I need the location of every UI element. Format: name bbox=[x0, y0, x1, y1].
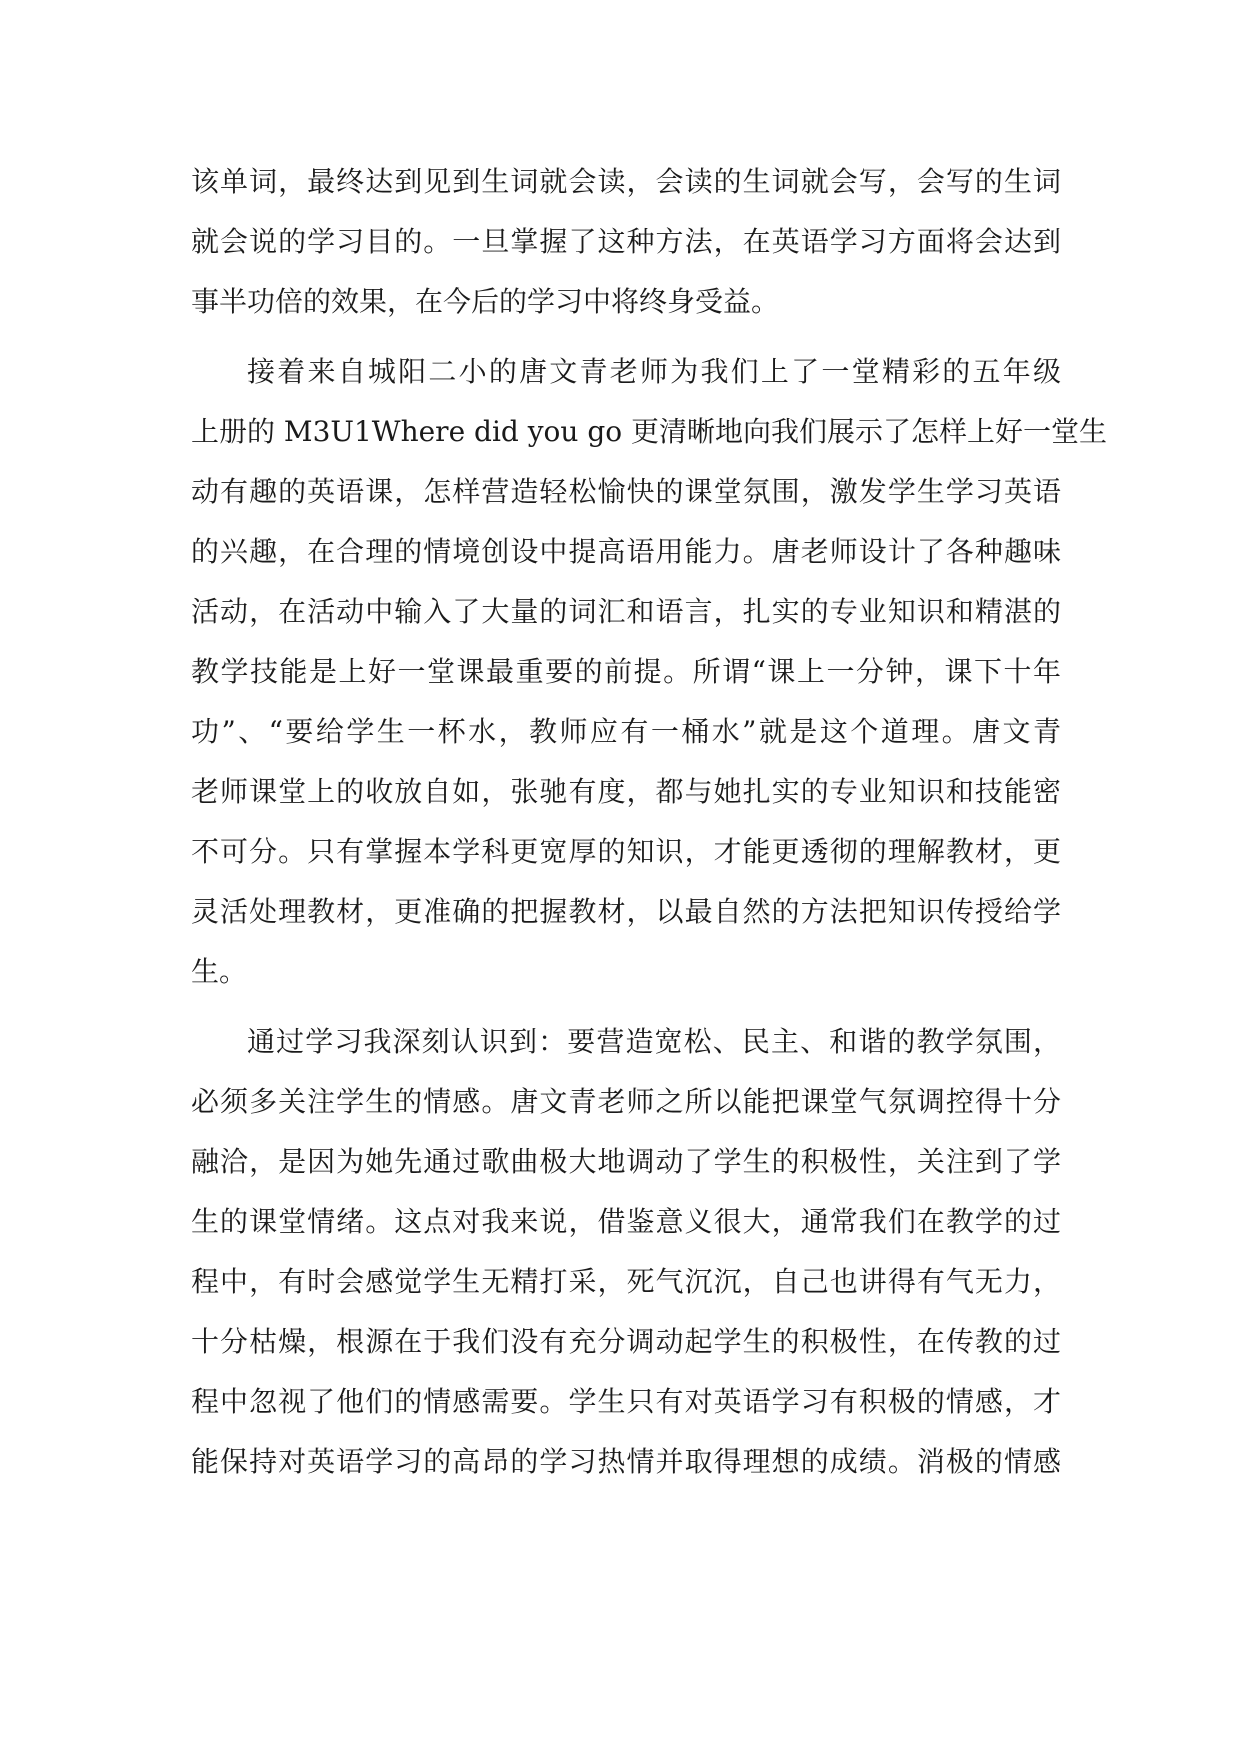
text-line: 生的课堂情绪。这点对我来说，借鉴意义很大，通常我们在教学的过 bbox=[191, 1205, 1061, 1238]
paragraph-3 bbox=[191, 1012, 1061, 1492]
text-line: 必须多关注学生的情感。唐文青老师之所以能把课堂气氛调控得十分 bbox=[191, 1085, 1061, 1118]
text-line: 教学技能是上好一堂课最重要的前提。所谓“课上一分钟，课下十年 bbox=[191, 655, 1061, 688]
text-line: 程中，有时会感觉学生无精打采，死气沉沉，自己也讲得有气无力， bbox=[191, 1265, 1061, 1298]
text-line: 功”、“要给学生一杯水，教师应有一桶水”就是这个道理。唐文青 bbox=[191, 715, 1061, 748]
text-line: 上册的 M3U1Where did you go 更清晰地向我们展示了怎样上好一堂生 bbox=[191, 415, 1108, 448]
text-line: 能保持对英语学习的高昂的学习热情并取得理想的成绩。消极的情感 bbox=[191, 1445, 1061, 1478]
document-page bbox=[191, 152, 1108, 1492]
text-line: 就会说的学习目的。一旦掌握了这种方法，在英语学习方面将会达到 bbox=[191, 225, 1061, 258]
text-line: 活动，在活动中输入了大量的词汇和语言，扎实的专业知识和精湛的 bbox=[191, 595, 1061, 628]
text-line: 灵活处理教材，更准确的把握教材，以最自然的方法把知识传授给学 bbox=[191, 895, 1061, 928]
text-line: 该单词，最终达到见到生词就会读，会读的生词就会写，会写的生词 bbox=[191, 165, 1061, 198]
text-line: 融洽，是因为她先通过歌曲极大地调动了学生的积极性，关注到了学 bbox=[191, 1145, 1061, 1178]
text-line: 接着来自城阳二小的唐文青老师为我们上了一堂精彩的五年级 bbox=[247, 355, 1061, 388]
text-line: 不可分。只有掌握本学科更宽厚的知识，才能更透彻的理解教材，更 bbox=[191, 835, 1061, 868]
text-line: 十分枯燥，根源在于我们没有充分调动起学生的积极性，在传教的过 bbox=[191, 1325, 1061, 1358]
paragraph-1 bbox=[191, 152, 1061, 332]
text-line: 动有趣的英语课，怎样营造轻松愉快的课堂氛围，激发学生学习英语 bbox=[191, 475, 1061, 508]
text-line: 老师课堂上的收放自如，张驰有度，都与她扎实的专业知识和技能密 bbox=[191, 775, 1061, 808]
text-line: 程中忽视了他们的情感需要。学生只有对英语学习有积极的情感，才 bbox=[191, 1385, 1061, 1418]
text-line: 事半功倍的效果，在今后的学习中将终身受益。 bbox=[191, 285, 780, 318]
text-line: 的兴趣，在合理的情境创设中提高语用能力。唐老师设计了各种趣味 bbox=[191, 535, 1061, 568]
text-line: 生。 bbox=[191, 955, 248, 988]
text-line: 通过学习我深刻认识到：要营造宽松、民主、和谐的教学氛围， bbox=[247, 1025, 1061, 1058]
paragraph-2 bbox=[191, 342, 1108, 1002]
